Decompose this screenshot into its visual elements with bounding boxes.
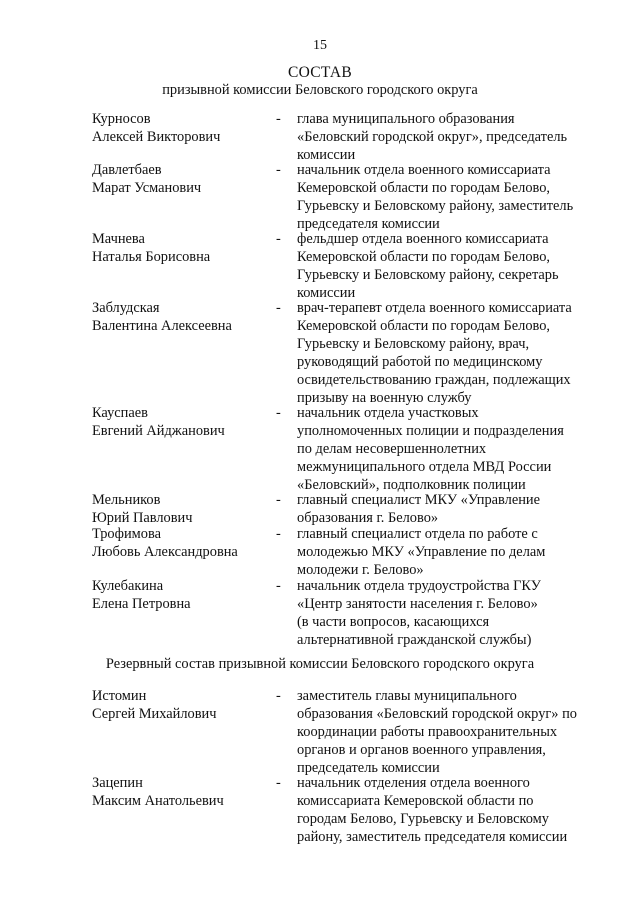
member-role	[297, 230, 599, 302]
member-role	[297, 299, 599, 407]
member-surname: Курносов	[92, 111, 151, 127]
role-line: «Беловский», подполковник полиции	[297, 477, 526, 493]
role-line: координации работы правоохранительных	[297, 724, 558, 740]
member-role	[297, 687, 599, 777]
role-line: по делам несовершеннолетних	[297, 441, 487, 457]
member-name	[92, 299, 272, 335]
member-given-names: Сергей Михайлович	[92, 706, 217, 722]
member-surname: Мачнева	[92, 231, 145, 247]
role-line: начальник отдела участковых	[297, 405, 479, 421]
role-line: городам Белово, Гурьевску и Беловскому	[297, 811, 549, 827]
role-line: Кемеровской области по городам Белово,	[297, 318, 551, 334]
member-name	[92, 161, 272, 197]
separator-dash: -	[276, 688, 281, 704]
member-surname: Трофимова	[92, 526, 161, 542]
role-line: глава муниципального образования	[297, 111, 515, 127]
role-line: комиссии	[297, 147, 356, 163]
member-given-names: Максим Анатольевич	[92, 793, 224, 809]
role-line: Кемеровской области по городам Белово,	[297, 249, 551, 265]
role-line: органов и органов военного управления,	[297, 742, 546, 758]
role-line: освидетельствованию граждан, подлежащих	[297, 372, 571, 388]
role-line: молодежи г. Белово»	[297, 562, 424, 578]
role-line: образования г. Белово»	[297, 510, 439, 526]
role-line: межмуниципального отдела МВД России	[297, 459, 552, 475]
role-line: Гурьевску и Беловскому району, врач,	[297, 336, 530, 352]
role-line: Гурьевску и Беловскому району, заместитель	[297, 198, 574, 214]
separator-dash: -	[276, 231, 281, 247]
role-line: врач-терапевт отдела военного комиссариата	[297, 300, 572, 316]
member-surname: Зацепин	[92, 775, 143, 791]
member-given-names: Марат Усманович	[92, 180, 202, 196]
member-given-names: Любовь Александровна	[92, 544, 238, 560]
document-subtitle: призывной комиссии Беловского городского округа	[162, 82, 478, 98]
member-role	[297, 577, 599, 649]
separator-dash: -	[276, 405, 281, 421]
member-surname: Давлетбаев	[92, 162, 162, 178]
role-line: «Центр занятости населения г. Белово»	[297, 596, 538, 612]
separator-dash: -	[276, 162, 281, 178]
role-line: заместитель главы муниципального	[297, 688, 517, 704]
role-line: руководящий работой по медицинскому	[297, 354, 543, 370]
separator-dash: -	[276, 300, 281, 316]
member-name	[92, 404, 272, 440]
role-line: (в части вопросов, касающихся	[297, 614, 490, 630]
role-line: председателя комиссии	[297, 216, 440, 232]
role-line: комиссии	[297, 285, 356, 301]
member-name	[92, 577, 272, 613]
member-given-names: Наталья Борисовна	[92, 249, 211, 265]
member-name	[92, 774, 272, 810]
document-title: СОСТАВ	[287, 64, 353, 81]
role-line: комиссариата Кемеровской области по	[297, 793, 534, 809]
member-given-names: Юрий Павлович	[92, 510, 193, 526]
member-name	[92, 687, 272, 723]
member-name	[92, 525, 272, 561]
member-given-names: Валентина Алексеевна	[92, 318, 232, 334]
role-line: «Беловский городской округ», председатель	[297, 129, 568, 145]
member-surname: Мельников	[92, 492, 161, 508]
page-number: 15	[313, 38, 327, 53]
role-line: уполномоченных полиции и подразделения	[297, 423, 564, 439]
separator-dash: -	[276, 111, 281, 127]
role-line: Кемеровской области по городам Белово,	[297, 180, 551, 196]
member-role	[297, 404, 599, 494]
member-surname: Заблудская	[92, 300, 160, 316]
role-line: образования «Беловский городской округ» по	[297, 706, 577, 722]
role-line: Гурьевску и Беловскому району, секретарь	[297, 267, 559, 283]
separator-dash: -	[276, 578, 281, 594]
member-role	[297, 110, 599, 164]
member-role	[297, 525, 599, 579]
role-line: молодежью МКУ «Управление по делам	[297, 544, 546, 560]
role-line: главный специалист отдела по работе с	[297, 526, 538, 542]
separator-dash: -	[276, 526, 281, 542]
member-given-names: Евгений Айджанович	[92, 423, 225, 439]
member-name	[92, 110, 272, 146]
role-line: фельдшер отдела военного комиссариата	[297, 231, 549, 247]
member-name	[92, 491, 272, 527]
role-line: району, заместитель председателя комиссии	[297, 829, 568, 845]
member-surname: Кулебакина	[92, 578, 164, 594]
member-role	[297, 161, 599, 233]
role-line: главный специалист МКУ «Управление	[297, 492, 541, 508]
member-name	[92, 230, 272, 266]
member-given-names: Алексей Викторович	[92, 129, 221, 145]
role-line: альтернативной гражданской службы)	[297, 632, 532, 648]
member-role	[297, 774, 599, 846]
separator-dash: -	[276, 492, 281, 508]
role-line: начальник отдела военного комиссариата	[297, 162, 551, 178]
role-line: призыву на военную службу	[297, 390, 472, 406]
member-given-names: Елена Петровна	[92, 596, 191, 612]
role-line: начальник отделения отдела военного	[297, 775, 530, 791]
role-line: председатель комиссии	[297, 760, 440, 776]
member-surname: Истомин	[92, 688, 147, 704]
reserve-section-heading: Резервный состав призывной комиссии Беловского городского округа	[105, 656, 535, 672]
separator-dash: -	[276, 775, 281, 791]
member-surname: Кауспаев	[92, 405, 148, 421]
member-role	[297, 491, 599, 527]
role-line: начальник отдела трудоустройства ГКУ	[297, 578, 541, 594]
